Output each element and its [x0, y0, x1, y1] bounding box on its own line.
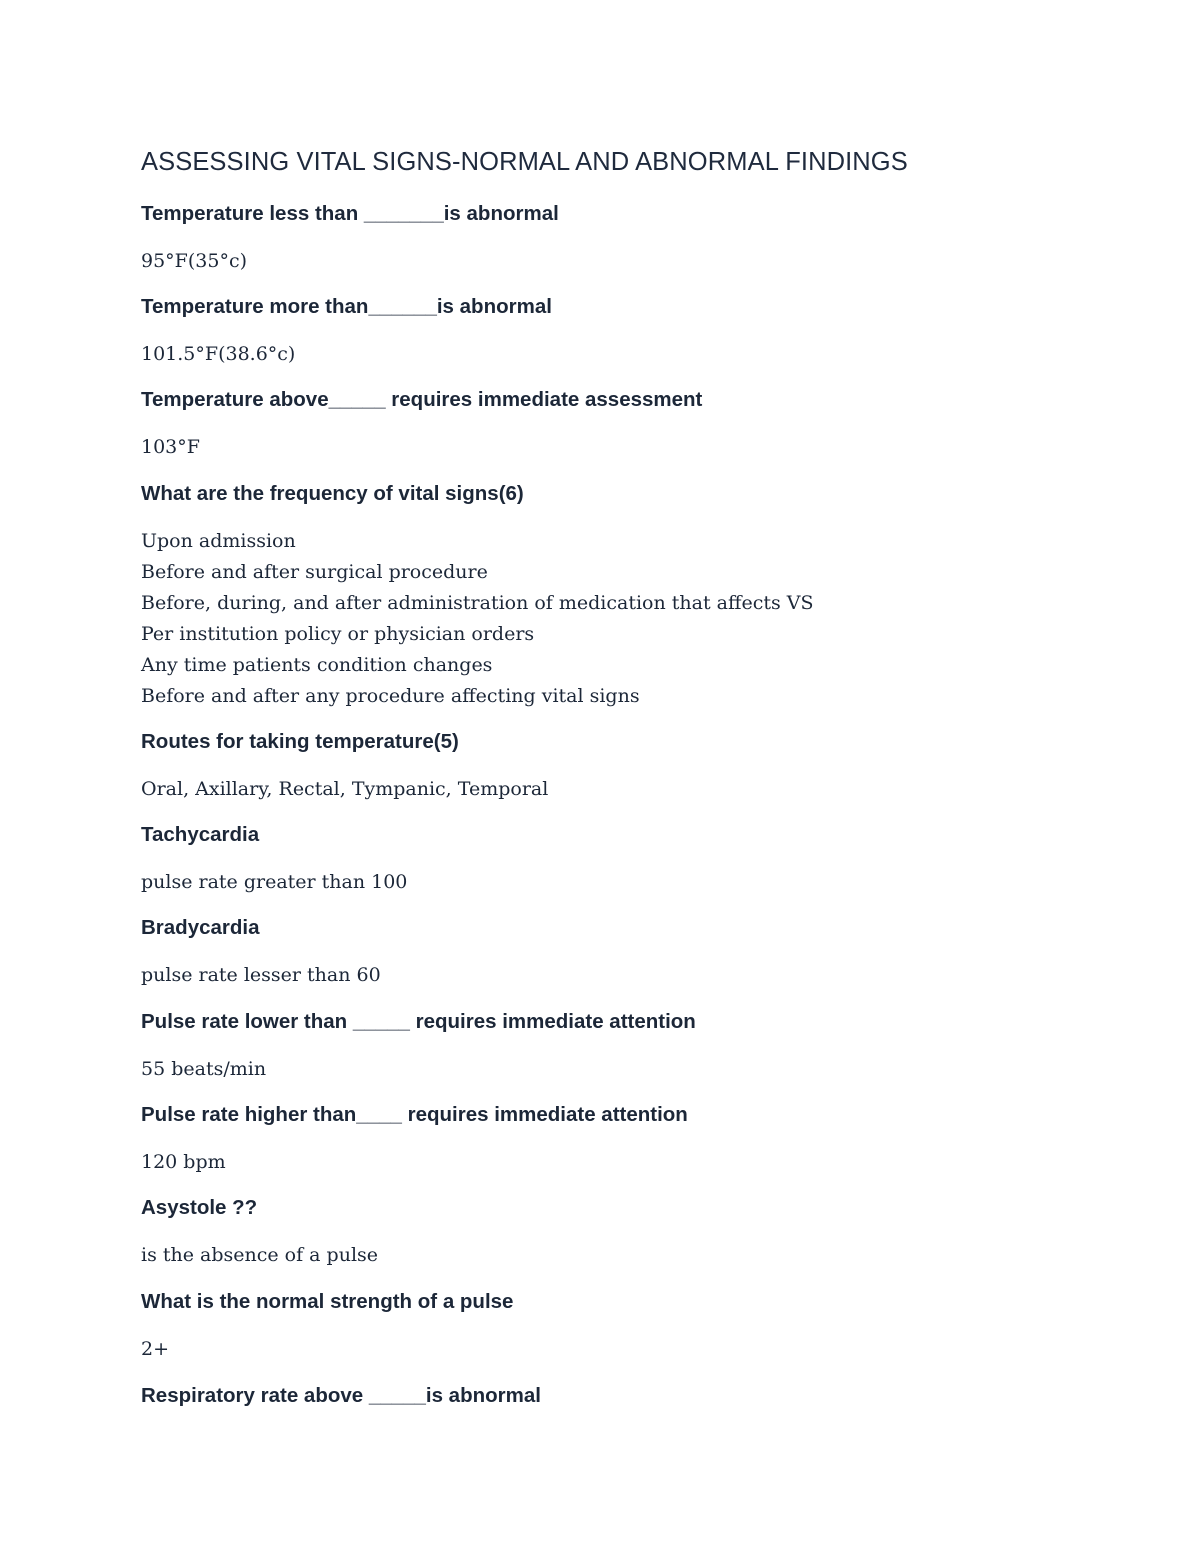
answer-tachycardia: pulse rate greater than 100	[141, 871, 408, 893]
answer-bradycardia: pulse rate lesser than 60	[141, 964, 381, 986]
answer-vs-frequency-line: Before and after surgical procedure	[141, 561, 488, 583]
page-title: ASSESSING VITAL SIGNS-NORMAL AND ABNORMAL FINDINGS	[141, 148, 908, 176]
answer-temp-immediate: 103°F	[141, 436, 200, 458]
question-temp-low: Temperature less than _______is abnormal	[141, 202, 559, 225]
question-pulse-strength: What is the normal strength of a pulse	[141, 1290, 514, 1313]
question-temp-immediate: Temperature above_____ requires immediate assessment	[141, 388, 703, 411]
answer-vs-frequency-line: Any time patients condition changes	[141, 654, 493, 676]
answer-pulse-low: 55 beats/min	[141, 1058, 267, 1080]
answer-vs-frequency-line: Before, during, and after administration of medication that affects VS	[141, 592, 814, 614]
question-bradycardia: Bradycardia	[141, 916, 260, 939]
question-resp-rate: Respiratory rate above _____is abnormal	[141, 1384, 541, 1407]
question-vs-frequency: What are the frequency of vital signs(6)	[141, 482, 524, 505]
question-tachycardia: Tachycardia	[141, 823, 260, 846]
answer-temp-low: 95°F(35°c)	[141, 250, 248, 272]
answer-pulse-strength: 2+	[141, 1338, 170, 1360]
question-temp-routes: Routes for taking temperature(5)	[141, 730, 459, 753]
answer-vs-frequency-line: Per institution policy or physician orders	[141, 623, 535, 645]
question-pulse-high: Pulse rate higher than____ requires immediate attention	[141, 1103, 688, 1126]
answer-asystole: is the absence of a pulse	[141, 1244, 379, 1266]
answer-vs-frequency-line: Upon admission	[141, 530, 296, 552]
answer-temp-high: 101.5°F(38.6°c)	[141, 343, 296, 365]
question-temp-high: Temperature more than______is abnormal	[141, 295, 552, 318]
answer-pulse-high: 120 bpm	[141, 1151, 226, 1173]
question-asystole: Asystole ??	[141, 1196, 258, 1219]
question-pulse-low: Pulse rate lower than _____ requires immediate attention	[141, 1010, 696, 1033]
answer-vs-frequency-line: Before and after any procedure affecting vital signs	[141, 685, 640, 707]
answer-temp-routes: Oral, Axillary, Rectal, Tympanic, Temporal	[141, 778, 549, 800]
